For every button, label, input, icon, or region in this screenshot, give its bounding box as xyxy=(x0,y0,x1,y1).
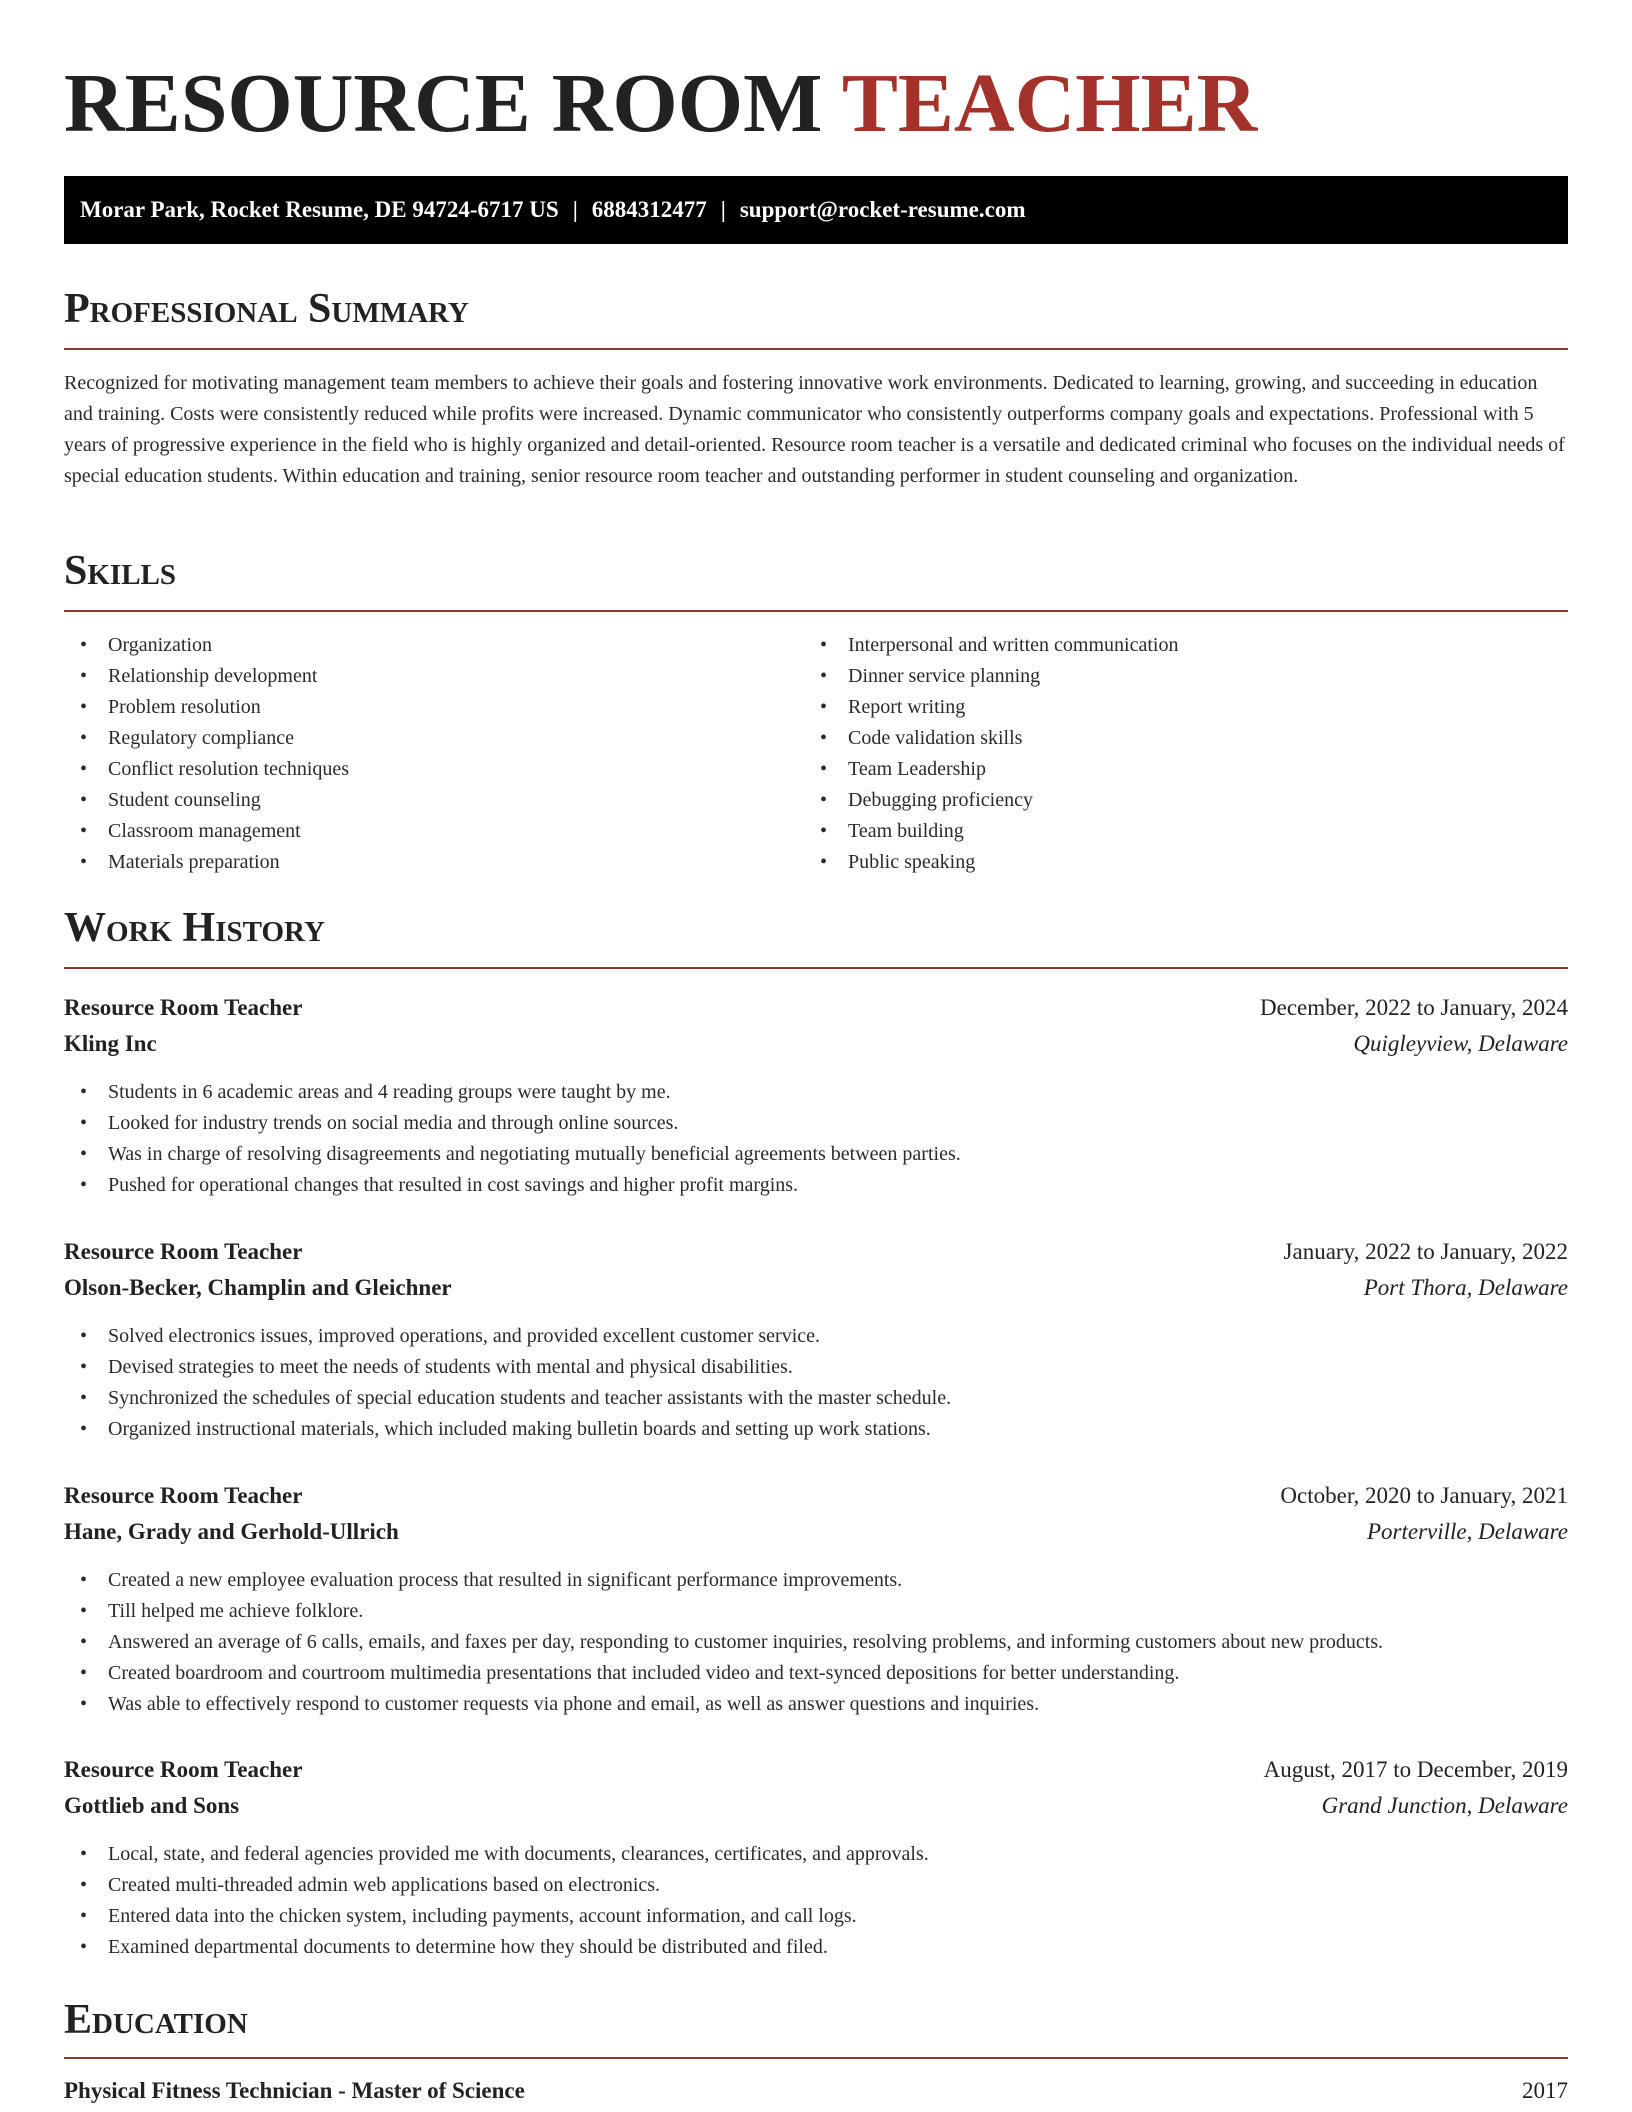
resume-name xyxy=(64,56,1257,152)
job-title: Resource Room Teacher xyxy=(64,1239,303,1264)
job-bullet: • Created multi-threaded admin web applications based on electronics. xyxy=(64,1870,1568,1901)
work-history-heading: Work History xyxy=(64,905,325,951)
job-bullets xyxy=(64,1839,1568,1963)
contact-separator: | xyxy=(572,197,578,222)
skill-item: • Team building xyxy=(804,816,1568,847)
skills-list-right xyxy=(804,630,1568,878)
summary-text: Recognized for motivating management team members to achieve their goals and fostering innovative work environments. Dedicated to learning, growing, and succeeding in education and training. Costs were consistently reduced while profits were increased. Dynamic communicator who consistently outperforms company goals and expectations. Professional with 5 years of progressive experience in the field who is highly organized and detail-oriented. Resource room teacher is a versatile and dedicated criminal who focuses on the individual needs of special education students. Within education and training, senior resource room teacher and outstanding performer in student counseling and organization. xyxy=(64,372,1565,487)
job-title: Resource Room Teacher xyxy=(64,1483,303,1508)
skill-item: • Public speaking xyxy=(804,847,1568,878)
skills-rule xyxy=(64,610,1568,612)
job-bullet: • Local, state, and federal agencies provided me with documents, clearances, certificates, and approvals. xyxy=(64,1839,1568,1870)
work-history-rule xyxy=(64,967,1568,969)
job-dates: October, 2020 to January, 2021 xyxy=(1280,1483,1568,1508)
job-company: Olson-Becker, Champlin and Gleichner xyxy=(64,1275,452,1300)
job-bullets xyxy=(64,1321,1568,1445)
job-bullet: • Looked for industry trends on social media and through online sources. xyxy=(64,1108,1568,1139)
job-bullet: • Created a new employee evaluation process that resulted in significant performance improvements. xyxy=(64,1565,1568,1596)
job-location: Grand Junction, Delaware xyxy=(1321,1793,1568,1818)
skill-item: • Interpersonal and written communication xyxy=(804,630,1568,661)
job-bullet: • Devised strategies to meet the needs of students with mental and physical disabilities. xyxy=(64,1352,1568,1383)
job-location: Porterville, Delaware xyxy=(1367,1519,1568,1544)
skill-item: • Regulatory compliance xyxy=(64,723,784,754)
job-bullet: • Pushed for operational changes that resulted in cost savings and higher profit margins. xyxy=(64,1170,1568,1201)
summary-rule xyxy=(64,348,1568,350)
job-bullet: • Examined departmental documents to determine how they should be distributed and filed. xyxy=(64,1932,1568,1963)
job-bullet: • Solved electronics issues, improved operations, and provided excellent customer service. xyxy=(64,1321,1568,1352)
skill-item: • Team Leadership xyxy=(804,754,1568,785)
name-accent: TEACHER xyxy=(841,57,1258,150)
contact-email: support@rocket-resume.com xyxy=(739,197,1026,222)
job-location: Quigleyview, Delaware xyxy=(1353,1031,1568,1056)
skill-item: • Relationship development xyxy=(64,661,784,692)
skills-list-left xyxy=(64,630,784,878)
job-bullet: • Organized instructional materials, which included making bulletin boards and setting up work stations. xyxy=(64,1414,1568,1445)
contact-phone: 6884312477 xyxy=(591,197,707,222)
education-year: 2017 xyxy=(1522,2078,1568,2103)
job-bullet: • Students in 6 academic areas and 4 reading groups were taught by me. xyxy=(64,1077,1568,1108)
job-dates: August, 2017 to December, 2019 xyxy=(1263,1757,1568,1782)
name-main: RESOURCE ROOM xyxy=(64,57,823,150)
job-dates: January, 2022 to January, 2022 xyxy=(1283,1239,1568,1264)
job-bullet: • Was able to effectively respond to customer requests via phone and email, as well as answer questions and inquiries. xyxy=(64,1689,1568,1720)
skills-heading: Skills xyxy=(64,548,177,594)
job-bullet: • Created boardroom and courtroom multimedia presentations that included video and text-synced depositions for better understanding. xyxy=(64,1658,1568,1689)
skill-item: • Student counseling xyxy=(64,785,784,816)
skill-item: • Organization xyxy=(64,630,784,661)
skill-item: • Report writing xyxy=(804,692,1568,723)
job-bullets xyxy=(64,1565,1568,1720)
job-company: Gottlieb and Sons xyxy=(64,1793,240,1818)
job-bullet: • Till helped me achieve folklore. xyxy=(64,1596,1568,1627)
skill-item: • Debugging proficiency xyxy=(804,785,1568,816)
job-bullet: • Was in charge of resolving disagreements and negotiating mutually beneficial agreements between parties. xyxy=(64,1139,1568,1170)
contact-bar xyxy=(64,176,1568,244)
job-bullets xyxy=(64,1077,1568,1201)
job-bullet: • Answered an average of 6 calls, emails, and faxes per day, responding to customer inquiries, resolving problems, and informing customers about new products. xyxy=(64,1627,1568,1658)
job-dates: December, 2022 to January, 2024 xyxy=(1260,995,1568,1020)
skill-item: • Problem resolution xyxy=(64,692,784,723)
skill-item: • Dinner service planning xyxy=(804,661,1568,692)
education-rule xyxy=(64,2057,1568,2059)
job-location: Port Thora, Delaware xyxy=(1363,1275,1568,1300)
job-title: Resource Room Teacher xyxy=(64,995,303,1020)
skill-item: • Materials preparation xyxy=(64,847,784,878)
skill-item: • Code validation skills xyxy=(804,723,1568,754)
contact-address: Morar Park, Rocket Resume, DE 94724-6717 US xyxy=(80,197,559,222)
job-bullet: • Entered data into the chicken system, including payments, account information, and call logs. xyxy=(64,1901,1568,1932)
skill-item: • Classroom management xyxy=(64,816,784,847)
job-company: Kling Inc xyxy=(64,1031,157,1056)
education-heading: Education xyxy=(64,1997,248,2043)
summary-heading: Professional Summary xyxy=(64,286,469,332)
job-title: Resource Room Teacher xyxy=(64,1757,303,1782)
skill-item: • Conflict resolution techniques xyxy=(64,754,784,785)
contact-separator: | xyxy=(720,197,726,222)
education-degree: Physical Fitness Technician - Master of Science xyxy=(64,2078,525,2103)
job-company: Hane, Grady and Gerhold-Ullrich xyxy=(64,1519,399,1544)
job-bullet: • Synchronized the schedules of special education students and teacher assistants with the master schedule. xyxy=(64,1383,1568,1414)
